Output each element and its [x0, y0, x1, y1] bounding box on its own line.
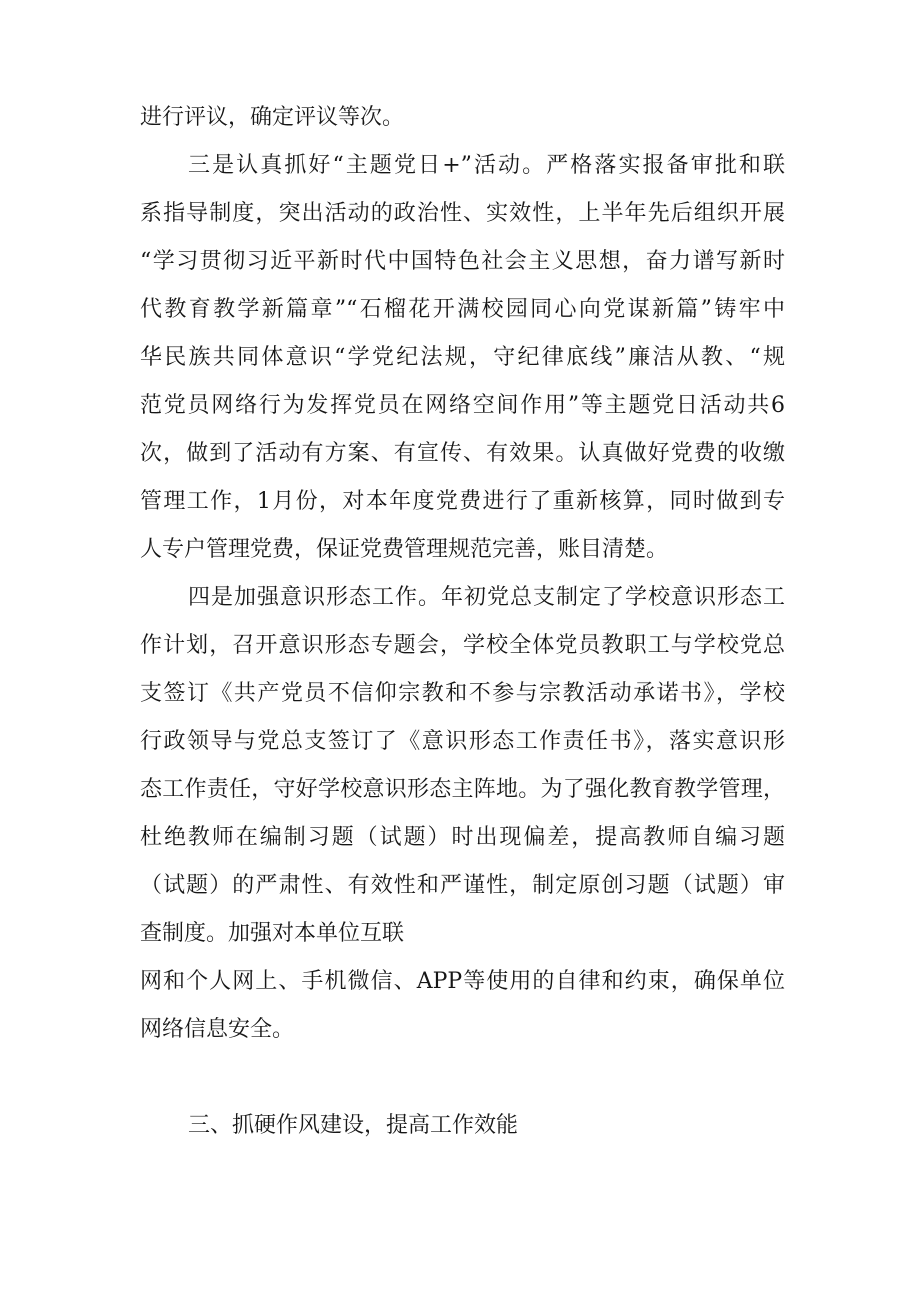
text-line: 网络信息安全。	[140, 1017, 295, 1042]
text-line: 人专户管理党费，保证党费管理规范完善，账目清楚。	[140, 537, 669, 562]
text-line: 次，做到了活动有方案、有宣传、有效果。认真做好党费的收缴	[140, 441, 785, 466]
text-line: 范党员网络行为发挥党员在网络空间作用”等主题党日活动共6	[140, 393, 785, 418]
text-line: 行政领导与党总支签订了《意识形态工作责任书》，落实意识形	[140, 729, 785, 754]
paragraph	[140, 958, 785, 1054]
text-line: 网和个人网上、手机微信、APP等使用的自律和约束，确保单位	[140, 969, 785, 994]
text-line: （试题）的严肃性、有效性和严谨性，制定原创习题（试题）审	[140, 873, 785, 898]
blank-line	[140, 1054, 785, 1102]
text-line: 系指导制度，突出活动的政治性、实效性，上半年先后组织开展	[140, 201, 785, 226]
text-line: 杜绝教师在编制习题（试题）时出现偏差，提高教师自编习题	[140, 825, 785, 850]
text-line: 作计划，召开意识形态专题会，学校全体党员教职工与学校党总	[140, 633, 785, 658]
document-body	[140, 94, 785, 1150]
section-heading: 三、抓硬作风建设，提高工作效能	[188, 1113, 519, 1138]
paragraph	[140, 142, 785, 574]
paragraph	[140, 574, 785, 958]
text-line: 管理工作，1月份，对本年度党费进行了重新核算，同时做到专	[140, 489, 785, 514]
text-line: 华民族共同体意识“学党纪法规，守纪律底线”廉洁从教、“规	[140, 345, 785, 370]
text-line: 三是认真抓好“主题党日+”活动。严格落实报备审批和联	[188, 153, 785, 178]
text-line: 四是加强意识形态工作。年初党总支制定了学校意识形态工	[188, 585, 785, 610]
paragraph-list	[140, 94, 785, 1054]
text-line: 查制度。加强对本单位互联	[140, 921, 405, 946]
paragraph	[140, 94, 785, 142]
text-line: 进行评议，确定评议等次。	[140, 105, 405, 130]
text-line: 态工作责任，守好学校意识形态主阵地。为了强化教育教学管理，	[140, 777, 785, 802]
text-line: “学习贯彻习近平新时代中国特色社会主义思想，奋力谱写新时	[140, 249, 785, 274]
text-line: 代教育教学新篇章”“石榴花开满校园同心向党谋新篇”铸牢中	[140, 297, 785, 322]
text-line: 支签订《共产党员不信仰宗教和不参与宗教活动承诺书》，学校	[140, 681, 785, 706]
